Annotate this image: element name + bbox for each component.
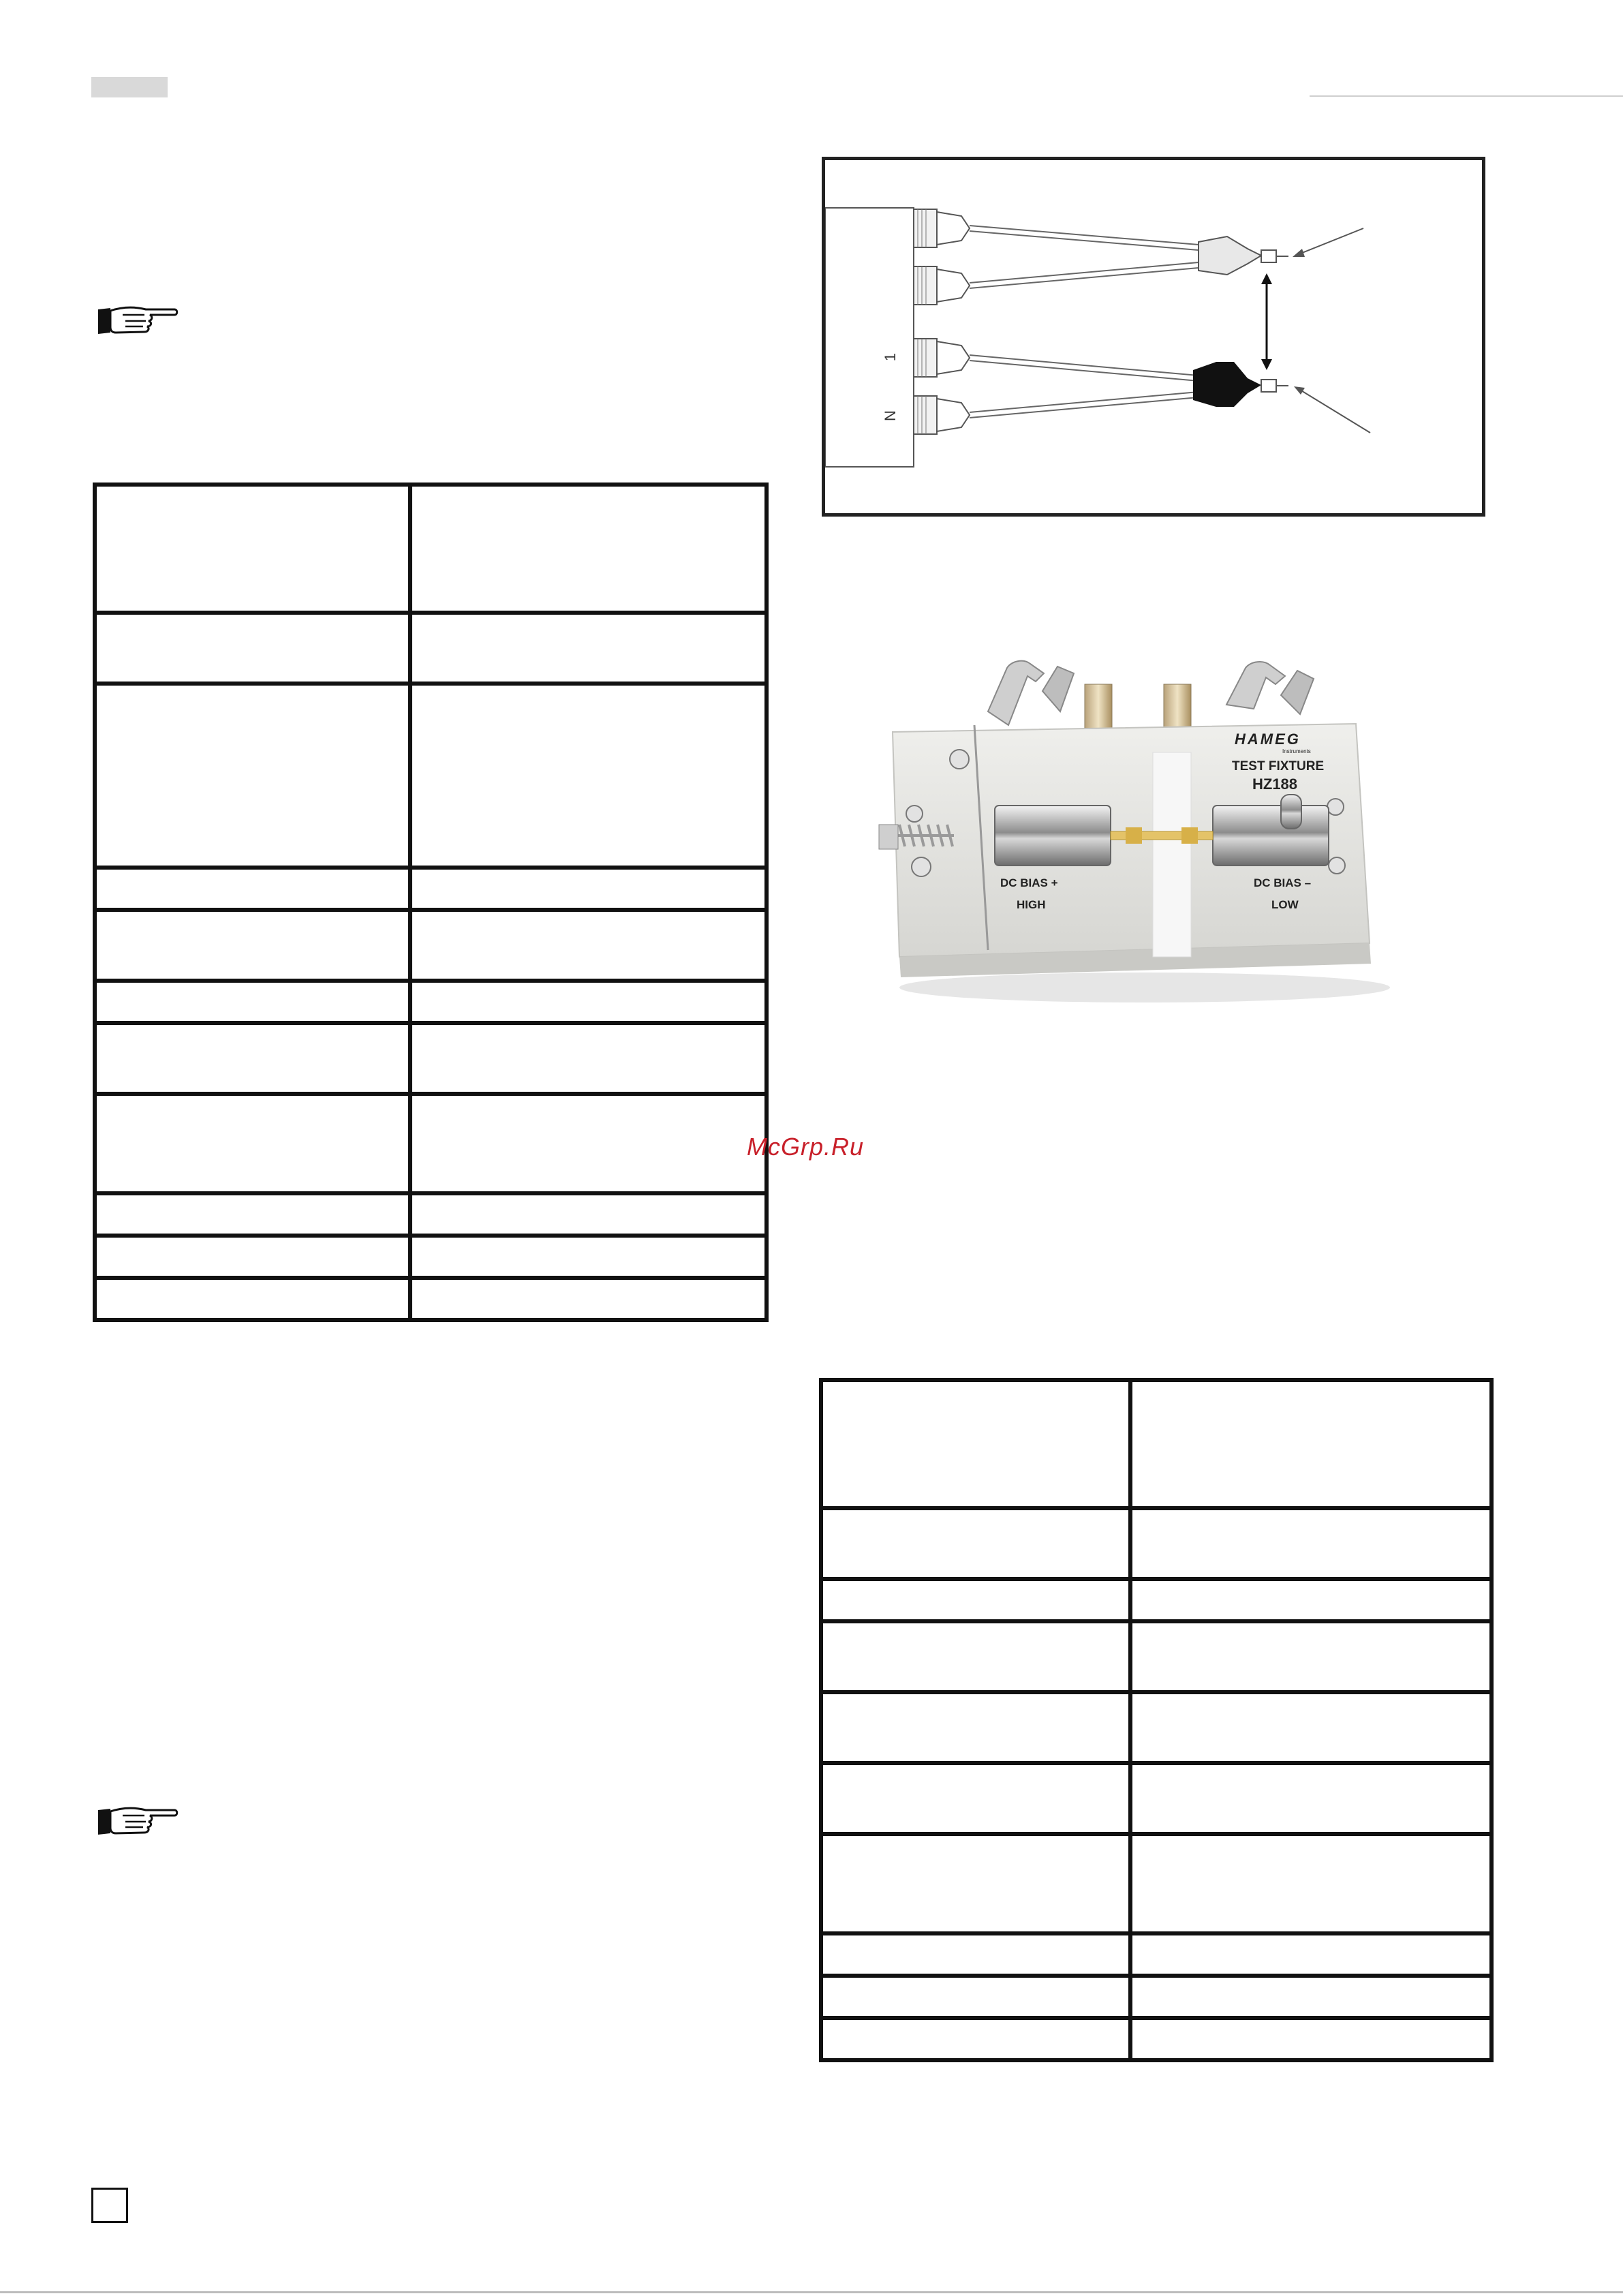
cable-diagram-figure [822,157,1485,517]
table-cell [95,981,410,1023]
table-row [95,684,767,868]
right-label-1: DC BIAS – [1254,876,1312,889]
left-label-1: DC BIAS + [1000,876,1058,889]
brand-logo: HAMEG [1235,731,1301,748]
table-row [95,1023,767,1094]
table-cell [1130,1834,1491,1933]
table-cell [410,485,767,613]
table-row [821,1692,1491,1763]
table-cell [410,910,767,981]
right-label-2: LOW [1271,898,1299,911]
table-row [95,1278,767,1320]
table-row [95,981,767,1023]
spec-table-2 [819,1378,1494,2062]
table-row [821,1976,1491,2018]
header-rule [1310,95,1623,97]
table-cell [821,1976,1130,2018]
footer-rule [0,2291,1623,2293]
left-label-2: HIGH [1017,898,1046,911]
table-cell [1130,1933,1491,1976]
table-cell [95,1278,410,1320]
page-number-box [91,2188,128,2223]
table-row [821,1933,1491,1976]
table-cell [95,1193,410,1236]
header-tab [91,77,168,97]
table-row [821,1834,1491,1933]
table-cell [410,613,767,684]
table-row [95,910,767,981]
test-fixture-photo [872,643,1390,1015]
table-row [821,1380,1491,1508]
table-cell [821,1933,1130,1976]
pointing-hand-icon [95,303,179,338]
table-cell [95,868,410,910]
table-cell [821,1508,1130,1579]
table-row [821,2018,1491,2060]
table-cell [95,1094,410,1193]
table-cell [821,1692,1130,1763]
table-cell [95,1023,410,1094]
channel-1-label: 1 [882,352,899,362]
table-cell [95,1236,410,1278]
table-cell [95,910,410,981]
table-cell [821,1834,1130,1933]
table-row [821,1763,1491,1834]
table-row [821,1621,1491,1692]
table-row [95,1236,767,1278]
table-cell [410,684,767,868]
fixture-title: TEST FIXTURE [1232,759,1325,774]
spec-table-1 [93,483,769,1322]
table-cell [821,1763,1130,1834]
table-cell [1130,1380,1491,1508]
table-row [821,1579,1491,1621]
table-cell [1130,1692,1491,1763]
table-cell [821,1621,1130,1692]
fixture-model: HZ188 [1252,776,1298,793]
table-cell [410,1278,767,1320]
table-row [95,1193,767,1236]
table-cell [1130,1579,1491,1621]
table-cell [821,1380,1130,1508]
table-cell [410,981,767,1023]
table-cell [95,613,410,684]
table-cell [821,1579,1130,1621]
table-cell [95,684,410,868]
table-row [95,613,767,684]
channel-n-label: N [881,410,899,421]
table-cell [1130,1763,1491,1834]
table-row [821,1508,1491,1579]
table-cell [410,868,767,910]
watermark-link[interactable]: McGrp.Ru [747,1133,865,1161]
table-cell [95,485,410,613]
table-cell [410,1094,767,1193]
brand-sub: Instruments [1282,748,1311,754]
pointing-hand-icon [95,1803,179,1839]
table-cell [1130,1976,1491,2018]
table-cell [410,1236,767,1278]
table-cell [1130,1508,1491,1579]
table-cell [410,1193,767,1236]
table-cell [1130,1621,1491,1692]
table-cell [1130,2018,1491,2060]
table-row [95,485,767,613]
table-cell [410,1023,767,1094]
table-row [95,1094,767,1193]
table-row [95,868,767,910]
table-cell [821,2018,1130,2060]
